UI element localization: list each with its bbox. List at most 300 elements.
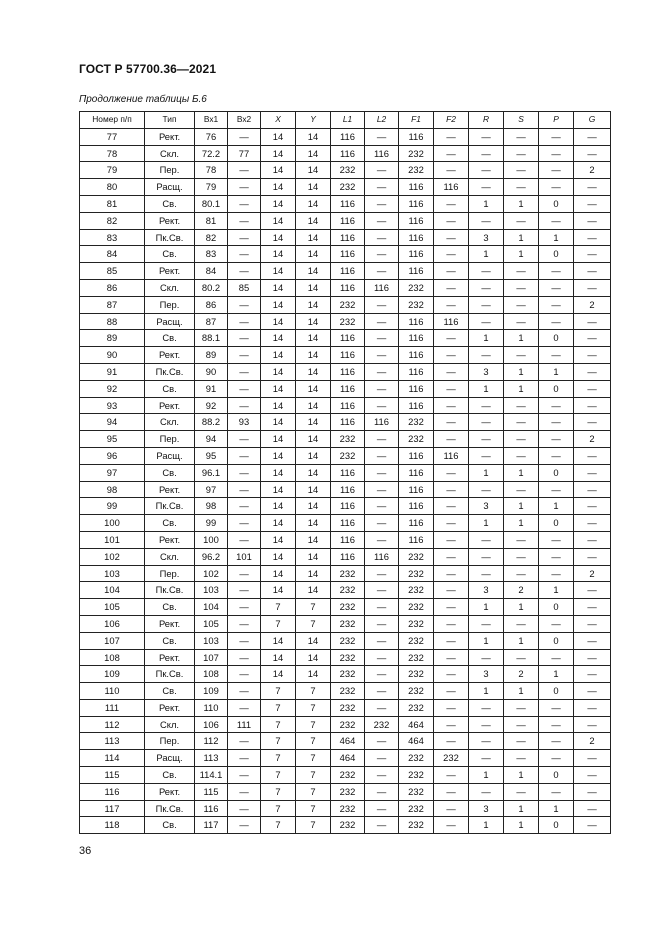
page-number: 36 xyxy=(79,845,92,857)
table-cell: — xyxy=(434,498,469,515)
table-row xyxy=(80,481,611,498)
table-cell: — xyxy=(434,548,469,565)
table-cell: — xyxy=(228,498,261,515)
table-cell: 14 xyxy=(261,380,296,397)
table-cell: 81 xyxy=(80,195,145,212)
table-cell: — xyxy=(434,431,469,448)
column-header: Y xyxy=(296,112,331,129)
table-cell: 232 xyxy=(399,817,434,834)
table-cell: 14 xyxy=(261,649,296,666)
table-cell: — xyxy=(365,447,399,464)
column-header: L2 xyxy=(365,112,399,129)
table-cell: — xyxy=(434,296,469,313)
table-cell: 112 xyxy=(80,716,145,733)
table-cell: — xyxy=(365,599,399,616)
table-cell: — xyxy=(539,649,574,666)
table-cell: — xyxy=(539,179,574,196)
table-cell: 116 xyxy=(331,464,365,481)
table-cell: 14 xyxy=(261,498,296,515)
column-header: Вх1 xyxy=(195,112,228,129)
table-cell: 95 xyxy=(195,447,228,464)
table-row xyxy=(80,565,611,582)
table-cell: Рект. xyxy=(145,397,195,414)
table-cell: 14 xyxy=(261,128,296,145)
table-cell: — xyxy=(434,699,469,716)
table-cell: 1 xyxy=(504,229,539,246)
table-cell: 101 xyxy=(80,531,145,548)
table-cell: — xyxy=(228,649,261,666)
table-cell: — xyxy=(434,515,469,532)
table-cell: 7 xyxy=(296,683,331,700)
table-cell: Св. xyxy=(145,632,195,649)
table-cell: — xyxy=(574,279,611,296)
table-cell: 1 xyxy=(469,599,504,616)
table-cell: 232 xyxy=(331,666,365,683)
table-cell: 84 xyxy=(80,246,145,263)
table-cell: — xyxy=(469,531,504,548)
table-cell: Скл. xyxy=(145,414,195,431)
table-cell: 106 xyxy=(195,716,228,733)
table-cell: — xyxy=(365,582,399,599)
table-cell: — xyxy=(469,212,504,229)
table-cell: — xyxy=(434,649,469,666)
table-cell: 232 xyxy=(331,162,365,179)
table-cell: — xyxy=(434,380,469,397)
table-cell: 232 xyxy=(331,632,365,649)
table-cell: 1 xyxy=(504,632,539,649)
column-header: Тип xyxy=(145,112,195,129)
table-cell: — xyxy=(469,431,504,448)
table-cell: 14 xyxy=(296,195,331,212)
table-cell: 1 xyxy=(539,666,574,683)
table-cell: 14 xyxy=(261,447,296,464)
table-cell: — xyxy=(228,699,261,716)
table-cell: 110 xyxy=(195,699,228,716)
table-row xyxy=(80,800,611,817)
table-cell: 2 xyxy=(504,582,539,599)
table-cell: 0 xyxy=(539,817,574,834)
table-cell: Рект. xyxy=(145,649,195,666)
table-cell: 7 xyxy=(296,783,331,800)
table-cell: — xyxy=(504,128,539,145)
table-cell: — xyxy=(574,195,611,212)
table-cell: 14 xyxy=(296,296,331,313)
table-cell: — xyxy=(539,162,574,179)
table-cell: 1 xyxy=(504,599,539,616)
column-header: R xyxy=(469,112,504,129)
table-cell: — xyxy=(228,195,261,212)
table-cell: — xyxy=(228,750,261,767)
table-cell: 7 xyxy=(296,800,331,817)
table-cell: Пк.Св. xyxy=(145,666,195,683)
table-cell: 14 xyxy=(261,397,296,414)
table-cell: — xyxy=(434,800,469,817)
table-cell: 7 xyxy=(261,767,296,784)
table-cell: Св. xyxy=(145,817,195,834)
table-cell: — xyxy=(504,733,539,750)
table-cell: — xyxy=(574,531,611,548)
table-cell: — xyxy=(228,515,261,532)
table-cell: 80.1 xyxy=(195,195,228,212)
table-row xyxy=(80,279,611,296)
table-cell: 232 xyxy=(331,565,365,582)
table-cell: — xyxy=(504,414,539,431)
table-row xyxy=(80,498,611,515)
table-cell: 116 xyxy=(399,397,434,414)
table-cell: Пк.Св. xyxy=(145,498,195,515)
table-cell: 14 xyxy=(261,195,296,212)
table-cell: 116 xyxy=(399,380,434,397)
table-cell: — xyxy=(434,599,469,616)
table-cell: 114 xyxy=(80,750,145,767)
table-cell: 100 xyxy=(80,515,145,532)
table-cell: 78 xyxy=(195,162,228,179)
table-cell: — xyxy=(574,179,611,196)
table-cell: 116 xyxy=(331,195,365,212)
table-cell: 1 xyxy=(504,246,539,263)
table-cell: 1 xyxy=(504,464,539,481)
table-cell: — xyxy=(434,565,469,582)
table-cell: 14 xyxy=(296,414,331,431)
table-cell: — xyxy=(365,632,399,649)
table-cell: — xyxy=(365,212,399,229)
table-cell: 80 xyxy=(80,179,145,196)
table-cell: — xyxy=(434,817,469,834)
table-row xyxy=(80,296,611,313)
table-cell: — xyxy=(539,716,574,733)
table-cell: — xyxy=(469,783,504,800)
table-row xyxy=(80,145,611,162)
table-cell: 80.2 xyxy=(195,279,228,296)
table-cell: — xyxy=(434,414,469,431)
table-cell: 7 xyxy=(261,750,296,767)
table-cell: — xyxy=(539,313,574,330)
table-cell: — xyxy=(434,632,469,649)
table-cell: — xyxy=(504,615,539,632)
table-cell: 7 xyxy=(261,683,296,700)
table-cell: 87 xyxy=(195,313,228,330)
table-cell: 81 xyxy=(195,212,228,229)
table-cell: — xyxy=(574,683,611,700)
table-cell: Св. xyxy=(145,767,195,784)
table-cell: 88.2 xyxy=(195,414,228,431)
table-cell: 113 xyxy=(80,733,145,750)
table-cell: 77 xyxy=(228,145,261,162)
table-row xyxy=(80,330,611,347)
table-cell: — xyxy=(469,397,504,414)
table-cell: — xyxy=(228,263,261,280)
table-cell: — xyxy=(228,431,261,448)
table-cell: — xyxy=(228,347,261,364)
table-cell: — xyxy=(504,296,539,313)
table-cell: Пер. xyxy=(145,565,195,582)
table-cell: 14 xyxy=(296,481,331,498)
table-cell: — xyxy=(434,716,469,733)
table-cell: — xyxy=(228,783,261,800)
table-cell: — xyxy=(434,683,469,700)
table-cell: 116 xyxy=(365,145,399,162)
table-cell: — xyxy=(574,716,611,733)
table-cell: 93 xyxy=(80,397,145,414)
table-cell: — xyxy=(504,397,539,414)
table-cell: 90 xyxy=(195,363,228,380)
table-cell: — xyxy=(434,733,469,750)
column-header: F1 xyxy=(399,112,434,129)
table-cell: — xyxy=(469,699,504,716)
table-cell: 14 xyxy=(261,464,296,481)
table-cell: — xyxy=(539,733,574,750)
table-cell: 93 xyxy=(228,414,261,431)
table-cell: 90 xyxy=(80,347,145,364)
table-cell: 14 xyxy=(261,279,296,296)
table-cell: 14 xyxy=(296,464,331,481)
table-row xyxy=(80,750,611,767)
table-row xyxy=(80,817,611,834)
table-cell: 232 xyxy=(399,750,434,767)
table-cell: 95 xyxy=(80,431,145,448)
table-cell: — xyxy=(365,363,399,380)
table-cell: 1 xyxy=(469,817,504,834)
table-cell: 7 xyxy=(261,800,296,817)
table-cell: 7 xyxy=(296,716,331,733)
table-cell: 7 xyxy=(296,750,331,767)
table-cell: 3 xyxy=(469,582,504,599)
table-cell: 2 xyxy=(574,733,611,750)
table-cell: 232 xyxy=(399,699,434,716)
table-cell: 2 xyxy=(574,565,611,582)
table-cell: 116 xyxy=(399,347,434,364)
table-cell: — xyxy=(504,347,539,364)
table-cell: — xyxy=(228,313,261,330)
table-cell: Св. xyxy=(145,683,195,700)
table-cell: 14 xyxy=(296,347,331,364)
table-cell: 1 xyxy=(539,582,574,599)
table-cell: — xyxy=(574,548,611,565)
table-cell: 14 xyxy=(261,565,296,582)
table-cell: Расщ. xyxy=(145,750,195,767)
table-cell: — xyxy=(469,279,504,296)
table-cell: — xyxy=(539,750,574,767)
table-cell: 7 xyxy=(296,599,331,616)
table-cell: — xyxy=(365,817,399,834)
table-cell: — xyxy=(434,145,469,162)
table-cell: 102 xyxy=(195,565,228,582)
table-cell: 109 xyxy=(195,683,228,700)
table-cell: 1 xyxy=(469,632,504,649)
table-cell: 232 xyxy=(399,783,434,800)
table-cell: 116 xyxy=(331,279,365,296)
table-cell: 72.2 xyxy=(195,145,228,162)
table-cell: 97 xyxy=(195,481,228,498)
table-cell: — xyxy=(434,263,469,280)
table-cell: 7 xyxy=(261,817,296,834)
table-cell: — xyxy=(228,733,261,750)
table-row xyxy=(80,431,611,448)
table-cell: 83 xyxy=(80,229,145,246)
table-cell: — xyxy=(365,498,399,515)
table-row xyxy=(80,229,611,246)
table-cell: — xyxy=(504,548,539,565)
table-cell: 0 xyxy=(539,767,574,784)
table-cell: — xyxy=(469,733,504,750)
table-cell: 14 xyxy=(296,313,331,330)
table-cell: 14 xyxy=(296,397,331,414)
table-cell: 14 xyxy=(296,632,331,649)
table-row xyxy=(80,733,611,750)
table-cell: 101 xyxy=(228,548,261,565)
table-cell: — xyxy=(365,246,399,263)
table-cell: 232 xyxy=(399,800,434,817)
table-cell: 1 xyxy=(539,363,574,380)
table-cell: 232 xyxy=(365,716,399,733)
table-cell: 7 xyxy=(296,699,331,716)
table-cell: 116 xyxy=(331,515,365,532)
table-cell: 116 xyxy=(399,481,434,498)
table-cell: 14 xyxy=(261,229,296,246)
table-cell: 14 xyxy=(261,481,296,498)
table-cell: 232 xyxy=(399,279,434,296)
table-cell: — xyxy=(434,229,469,246)
table-cell: 14 xyxy=(261,431,296,448)
table-cell: — xyxy=(434,397,469,414)
table-cell: 85 xyxy=(228,279,261,296)
table-cell: 14 xyxy=(261,666,296,683)
table-cell: 77 xyxy=(80,128,145,145)
table-cell: 88.1 xyxy=(195,330,228,347)
table-cell: 110 xyxy=(80,683,145,700)
table-cell: 3 xyxy=(469,363,504,380)
table-cell: — xyxy=(574,246,611,263)
table-cell: — xyxy=(228,464,261,481)
table-cell: 0 xyxy=(539,195,574,212)
table-cell: 111 xyxy=(80,699,145,716)
table-cell: 1 xyxy=(469,195,504,212)
table-cell: 116 xyxy=(399,330,434,347)
table-row xyxy=(80,128,611,145)
table-cell: 14 xyxy=(261,212,296,229)
table-cell: 116 xyxy=(331,246,365,263)
table-cell: — xyxy=(228,380,261,397)
table-cell: — xyxy=(434,464,469,481)
table-cell: — xyxy=(539,414,574,431)
table-cell: 14 xyxy=(296,666,331,683)
table-cell: 107 xyxy=(195,649,228,666)
table-cell: 7 xyxy=(296,817,331,834)
table-cell: — xyxy=(469,179,504,196)
table-cell: 7 xyxy=(261,783,296,800)
table-cell: 88 xyxy=(80,313,145,330)
table-cell: 232 xyxy=(399,145,434,162)
table-cell: 82 xyxy=(80,212,145,229)
table-cell: — xyxy=(365,162,399,179)
table-cell: 232 xyxy=(399,683,434,700)
table-cell: — xyxy=(574,817,611,834)
table-cell: Рект. xyxy=(145,212,195,229)
table-cell: — xyxy=(539,347,574,364)
table-cell: — xyxy=(574,447,611,464)
table-cell: — xyxy=(365,313,399,330)
table-cell: 114.1 xyxy=(195,767,228,784)
table-cell: 1 xyxy=(469,515,504,532)
table-cell: 464 xyxy=(331,733,365,750)
table-row xyxy=(80,615,611,632)
table-cell: 92 xyxy=(195,397,228,414)
table-cell: Рект. xyxy=(145,128,195,145)
table-cell: 232 xyxy=(399,767,434,784)
table-cell: 76 xyxy=(195,128,228,145)
table-cell: Скл. xyxy=(145,279,195,296)
table-cell: — xyxy=(574,699,611,716)
table-cell: — xyxy=(504,531,539,548)
table-cell: 116 xyxy=(399,128,434,145)
table-cell: — xyxy=(365,515,399,532)
table-cell: — xyxy=(228,246,261,263)
table-cell: — xyxy=(504,565,539,582)
table-row xyxy=(80,414,611,431)
table-cell: 14 xyxy=(296,179,331,196)
table-row xyxy=(80,666,611,683)
table-cell: 1 xyxy=(469,464,504,481)
table-cell: 89 xyxy=(80,330,145,347)
table-cell: 116 xyxy=(399,464,434,481)
table-cell: 107 xyxy=(80,632,145,649)
table-cell: 116 xyxy=(331,347,365,364)
table-cell: Пер. xyxy=(145,431,195,448)
table-row xyxy=(80,397,611,414)
table-cell: 116 xyxy=(331,397,365,414)
table-cell: — xyxy=(365,767,399,784)
table-cell: 116 xyxy=(331,481,365,498)
table-cell: — xyxy=(469,750,504,767)
table-row xyxy=(80,212,611,229)
table-cell: 14 xyxy=(261,548,296,565)
table-cell: 232 xyxy=(331,649,365,666)
table-cell: — xyxy=(539,279,574,296)
table-cell: — xyxy=(504,263,539,280)
table-cell: 2 xyxy=(574,162,611,179)
table-cell: 116 xyxy=(434,179,469,196)
column-header: F2 xyxy=(434,112,469,129)
table-cell: 104 xyxy=(80,582,145,599)
table-cell: — xyxy=(574,212,611,229)
table-cell: — xyxy=(228,447,261,464)
column-header: Вх2 xyxy=(228,112,261,129)
table-cell: 116 xyxy=(331,363,365,380)
table-cell: 7 xyxy=(261,699,296,716)
table-cell: 232 xyxy=(331,179,365,196)
table-cell: 0 xyxy=(539,380,574,397)
table-cell: 14 xyxy=(261,632,296,649)
table-cell: 14 xyxy=(296,363,331,380)
table-cell: 96.2 xyxy=(195,548,228,565)
table-cell: 116 xyxy=(331,128,365,145)
table-cell: 1 xyxy=(469,683,504,700)
table-cell: 117 xyxy=(195,817,228,834)
table-cell: — xyxy=(365,615,399,632)
table-cell: 116 xyxy=(399,179,434,196)
table-cell: 232 xyxy=(399,414,434,431)
table-cell: — xyxy=(574,750,611,767)
table-cell: — xyxy=(469,263,504,280)
table-cell: 464 xyxy=(399,716,434,733)
table-cell: — xyxy=(228,330,261,347)
table-cell: Пер. xyxy=(145,162,195,179)
table-cell: 103 xyxy=(195,582,228,599)
table-cell: 1 xyxy=(504,817,539,834)
table-cell: 2 xyxy=(504,666,539,683)
table-cell: — xyxy=(574,632,611,649)
table-row xyxy=(80,347,611,364)
